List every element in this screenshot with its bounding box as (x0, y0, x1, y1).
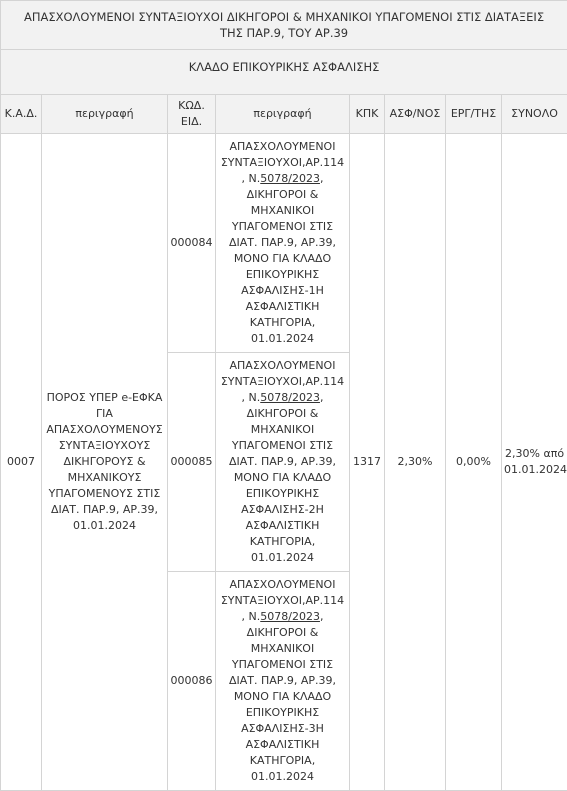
header-kad: Κ.Α.Δ. (1, 95, 42, 134)
header-total: ΣΥΝΟΛΟ (502, 95, 567, 134)
employer-rate: 0,00% (446, 134, 502, 791)
code-description: ΑΠΑΣΧΟΛΟΥΜΕΝΟΙ ΣΥΝΤΑΞΙΟΥΧΟΙ,ΑΡ.114 , Ν.5078/2023, ΔΙΚΗΓΟΡΟΙ & ΜΗΧΑΝΙΚΟΙ ΥΠΑΓΟΜΕΝΟΙ ΣΤΙΣ ΔΙΑΤ. ΠΑΡ.9, ΑΡ.39, ΜΟΝΟ ΓΙΑ ΚΛΑΔΟ ΕΠΙΚΟΥΡΙΚΗΣ ΑΣΦΑΛΙΣΗΣ-3Η ΑΣΦΑΛΙΣΤΙΚΗ ΚΑΤΗΓΟΡΙΑ, 01.01.2024 (216, 572, 350, 791)
kpk-value: 1317 (350, 134, 385, 791)
code-value: 000086 (168, 572, 216, 791)
header-description-2: περιγραφή (216, 95, 350, 134)
total-rate: 2,30% από 01.01.2024 (502, 134, 567, 791)
code-description: ΑΠΑΣΧΟΛΟΥΜΕΝΟΙ ΣΥΝΤΑΞΙΟΥΧΟΙ,ΑΡ.114 , Ν.5078/2023, ΔΙΚΗΓΟΡΟΙ & ΜΗΧΑΝΙΚΟΙ ΥΠΑΓΟΜΕΝΟΙ ΣΤΙΣ ΔΙΑΤ. ΠΑΡ.9, ΑΡ.39, ΜΟΝΟ ΓΙΑ ΚΛΑΔΟ ΕΠΙΚΟΥΡΙΚΗΣ ΑΣΦΑΛΙΣΗΣ-2Η ΑΣΦΑΛΙΣΤΙΚΗ ΚΑΤΗΓΟΡΙΑ, 01.01.2024 (216, 353, 350, 572)
header-code: ΚΩΔ. ΕΙΔ. (168, 95, 216, 134)
law-link[interactable]: 5078/2023 (260, 172, 320, 185)
insured-rate: 2,30% (385, 134, 446, 791)
table-row (1, 134, 567, 353)
code-value: 000084 (168, 134, 216, 353)
header-insured: ΑΣΦ/ΝΟΣ (385, 95, 446, 134)
law-link[interactable]: 5078/2023 (260, 610, 320, 623)
code-value: 000085 (168, 353, 216, 572)
law-link[interactable]: 5078/2023 (260, 391, 320, 404)
kad-description: ΠΟΡΟΣ ΥΠΕΡ e-ΕΦΚΑ ΓΙΑ ΑΠΑΣΧΟΛΟΥΜΕΝΟΥΣ ΣΥΝΤΑΞΙΟΥΧΟΥΣ ΔΙΚΗΓΟΡΟΥΣ & ΜΗΧΑΝΙΚΟΥΣ ΥΠΑΓΟΜΕΝΟΥΣ ΣΤΙΣ ΔΙΑΤ. ΠΑΡ.9, ΑΡ.39, 01.01.2024 (42, 134, 168, 791)
table-title: ΑΠΑΣΧΟΛΟΥΜΕΝΟΙ ΣΥΝΤΑΞΙΟΥΧΟΙ ΔΙΚΗΓΟΡΟΙ & ΜΗΧΑΝΙΚΟΙ ΥΠΑΓΟΜΕΝΟΙ ΣΤΙΣ ΔΙΑΤΑΞΕΙΣ ΤΗΣ ΠΑΡ.9, ΤΟΥ ΑΡ.39 (1, 1, 567, 50)
table-subtitle: ΚΛΑΔΟ ΕΠΙΚΟΥΡΙΚΗΣ ΑΣΦΑΛΙΣΗΣ (1, 50, 567, 95)
header-kpk: ΚΠΚ (350, 95, 385, 134)
kad-value: 0007 (1, 134, 42, 791)
header-employer: ΕΡΓ/ΤΗΣ (446, 95, 502, 134)
code-description: ΑΠΑΣΧΟΛΟΥΜΕΝΟΙ ΣΥΝΤΑΞΙΟΥΧΟΙ,ΑΡ.114 , Ν.5078/2023, ΔΙΚΗΓΟΡΟΙ & ΜΗΧΑΝΙΚΟΙ ΥΠΑΓΟΜΕΝΟΙ ΣΤΙΣ ΔΙΑΤ. ΠΑΡ.9, ΑΡ.39, ΜΟΝΟ ΓΙΑ ΚΛΑΔΟ ΕΠΙΚΟΥΡΙΚΗΣ ΑΣΦΑΛΙΣΗΣ-1Η ΑΣΦΑΛΙΣΤΙΚΗ ΚΑΤΗΓΟΡΙΑ, 01.01.2024 (216, 134, 350, 353)
header-description: περιγραφή (42, 95, 168, 134)
